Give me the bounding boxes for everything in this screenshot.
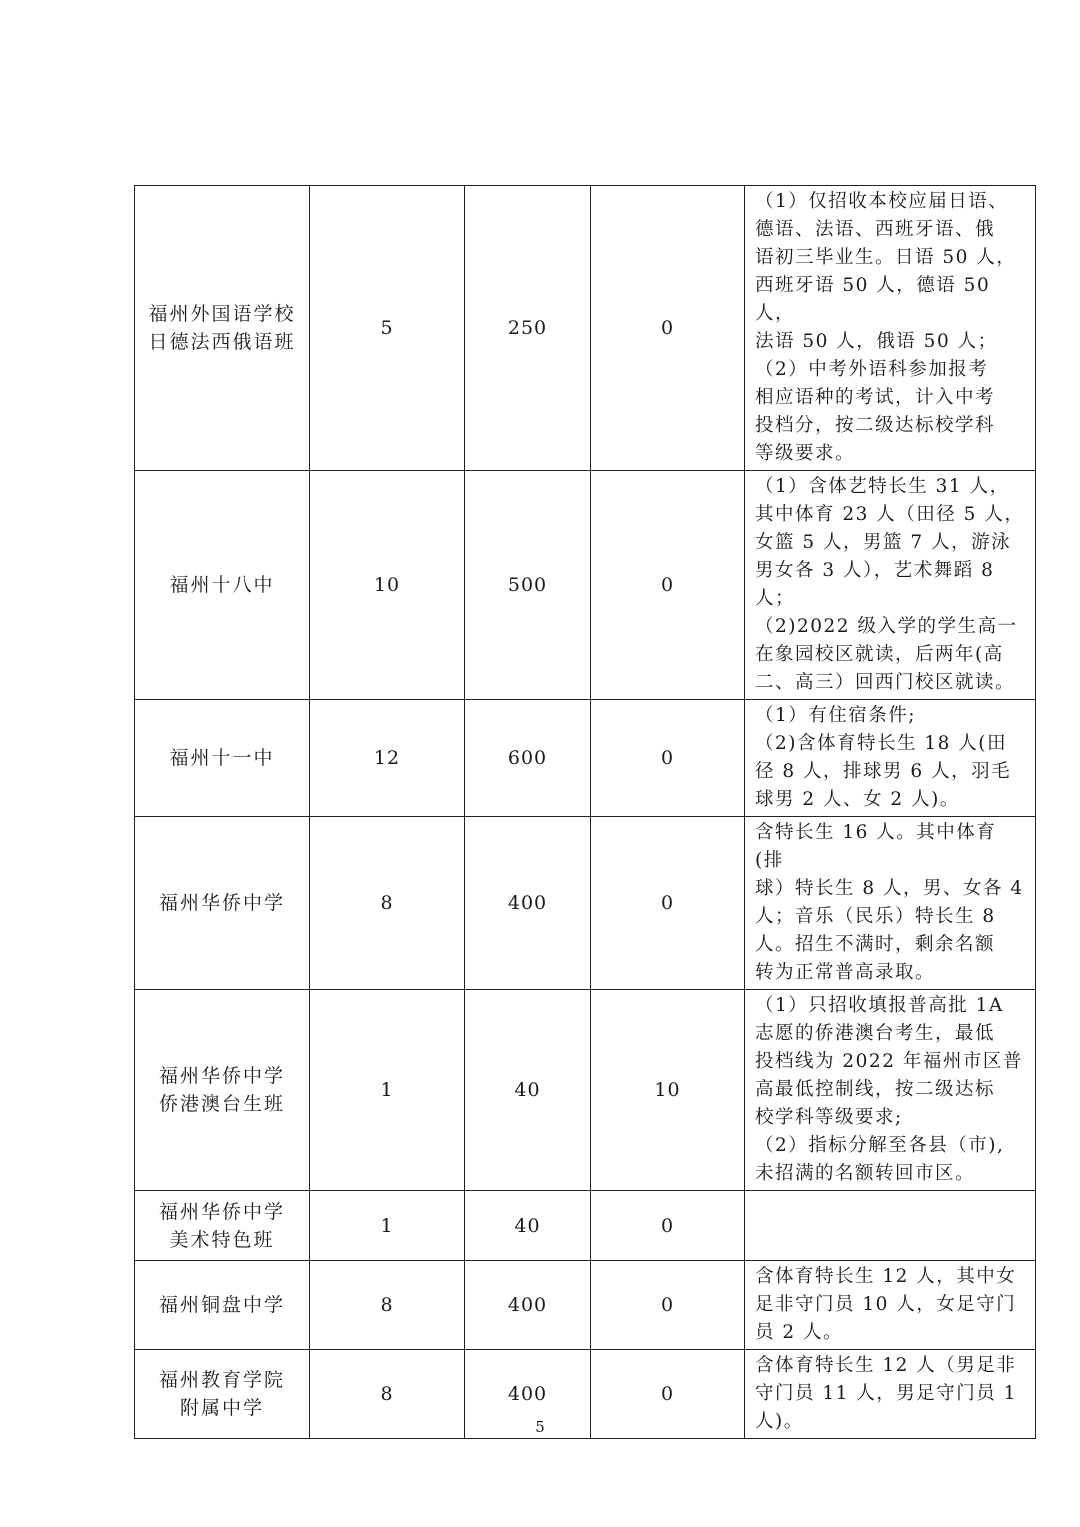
- note-line: 校学科等级要求;: [755, 1107, 903, 1128]
- class-count-cell: 1: [310, 1191, 465, 1261]
- notes-cell: [745, 1191, 1036, 1261]
- school-name-cell: [135, 817, 310, 990]
- plan-count-cell: 40: [465, 990, 591, 1191]
- other-count-cell: 10: [591, 990, 745, 1191]
- note-line: 足非守门员 10 人，女足守门: [755, 1294, 1017, 1315]
- school-name-line: 福州十一中: [169, 747, 275, 769]
- school-name-line: 福州华侨中学: [158, 1200, 285, 1223]
- other-count-cell: 0: [591, 471, 745, 700]
- note-line: 人)。: [755, 1411, 804, 1432]
- other-count-cell: 0: [591, 817, 745, 990]
- school-name-cell: [135, 700, 310, 817]
- school-name-line: 福州铜盘中学: [158, 1294, 285, 1316]
- school-name-cell: [135, 471, 310, 700]
- school-name-line: 福州教育学院: [158, 1369, 285, 1391]
- table-body: [135, 186, 1036, 1439]
- school-name-line: 日德法西俄语班: [148, 331, 296, 353]
- note-line: 法语 50 人，俄语 50 人；: [755, 331, 998, 352]
- other-count-cell: 0: [591, 700, 745, 817]
- class-count-cell: 8: [310, 1261, 465, 1350]
- note-line: （2)含体育特长生 18 人(田: [755, 733, 1008, 754]
- notes-cell: [745, 990, 1036, 1191]
- class-count-cell: 12: [310, 700, 465, 817]
- table-row: [135, 471, 1036, 700]
- note-line: （1）含体艺特长生 31 人，: [755, 476, 1010, 497]
- note-line: 员 2 人。: [755, 1322, 844, 1343]
- school-name-cell: [135, 1261, 310, 1350]
- note-line: 女篮 5 人，男篮 7 人，游泳: [755, 532, 1012, 553]
- class-count-cell: 8: [310, 1350, 465, 1439]
- school-name-line: 福州华侨中学: [158, 1065, 285, 1087]
- class-count-cell: 5: [310, 186, 465, 471]
- note-line: 守门员 11 人，男足守门员 1: [755, 1383, 1017, 1404]
- note-line: 含特长生 16 人。其中体育(排: [755, 822, 997, 871]
- other-count-cell: 0: [591, 1350, 745, 1439]
- school-name-line: 侨港澳台生班: [158, 1093, 285, 1115]
- note-line: （2）指标分解至各县（市),: [755, 1135, 1005, 1156]
- plan-count-cell: 600: [465, 700, 591, 817]
- school-name-line: 美术特色班: [169, 1228, 275, 1251]
- note-line: 转为正常普高录取。: [755, 962, 936, 983]
- note-line: 人；音乐（民乐）特长生 8: [755, 906, 996, 927]
- enrollment-quota-table: [134, 185, 1036, 1439]
- school-name-line: 福州外国语学校: [148, 303, 296, 325]
- note-line: 其中体育 23 人（田径 5 人，: [755, 504, 1025, 525]
- notes-cell: [745, 700, 1036, 817]
- notes-cell: [745, 817, 1036, 990]
- page-number: 5: [535, 1418, 545, 1436]
- note-line: 未招满的名额转回市区。: [755, 1163, 976, 1184]
- table-row: [135, 990, 1036, 1191]
- school-name-line: 福州华侨中学: [158, 892, 285, 914]
- note-line: 含体育特长生 12 人（男足非: [755, 1355, 1017, 1376]
- plan-count-cell: 400: [465, 1261, 591, 1350]
- note-line: （1）有住宿条件;: [755, 705, 917, 726]
- plan-count-cell: 40: [465, 1191, 591, 1261]
- note-line: 语初三毕业生。日语 50 人，: [755, 247, 1017, 268]
- table-row: [135, 186, 1036, 471]
- table-row: [135, 1191, 1036, 1261]
- notes-cell: [745, 471, 1036, 700]
- note-line: 男女各 3 人），艺术舞蹈 8: [755, 560, 995, 581]
- class-count-cell: 10: [310, 471, 465, 700]
- other-count-cell: 0: [591, 186, 745, 471]
- note-line: （2)2022 级入学的学生高一: [755, 616, 1018, 637]
- school-name-line: 附属中学: [179, 1397, 264, 1419]
- note-line: 径 8 人，排球男 6 人，羽毛: [755, 761, 1012, 782]
- note-line: （2）中考外语科参加报考: [755, 359, 989, 380]
- note-line: 投档分，按二级达标校学科: [755, 415, 996, 436]
- plan-count-cell: 400: [465, 1350, 591, 1439]
- class-count-cell: 1: [310, 990, 465, 1191]
- other-count-cell: 0: [591, 1191, 745, 1261]
- note-line: 德语、法语、西班牙语、俄: [755, 219, 996, 240]
- note-line: 相应语种的考试，计入中考: [755, 387, 996, 408]
- plan-count-cell: 250: [465, 186, 591, 471]
- class-count-cell: 8: [310, 817, 465, 990]
- note-line: 人。招生不满时，剩余名额: [755, 934, 996, 955]
- note-line: 志愿的侨港澳台考生，最低: [755, 1023, 996, 1044]
- note-line: 人；: [755, 588, 796, 609]
- notes-cell: [745, 1261, 1036, 1350]
- school-name-cell: [135, 186, 310, 471]
- note-line: 球男 2 人、女 2 人)。: [755, 789, 960, 810]
- note-line: 二、高三）回西门校区就读。: [755, 672, 1016, 693]
- note-line: 高最低控制线，按二级达标: [755, 1079, 996, 1100]
- note-line: 等级要求。: [755, 443, 856, 464]
- notes-cell: [745, 186, 1036, 471]
- plan-count-cell: 500: [465, 471, 591, 700]
- school-name-cell: [135, 1191, 310, 1261]
- note-line: （1）只招收填报普高批 1A: [755, 995, 1004, 1016]
- table-row: [135, 700, 1036, 817]
- note-line: 球）特长生 8 人，男、女各 4: [755, 878, 1024, 899]
- plan-count-cell: 400: [465, 817, 591, 990]
- note-line: 在象园校区就读，后两年(高: [755, 644, 1004, 665]
- other-count-cell: 0: [591, 1261, 745, 1350]
- note-line: 西班牙语 50 人，德语 50 人，: [755, 275, 991, 324]
- table-row: [135, 1261, 1036, 1350]
- note-line: 投档线为 2022 年福州市区普: [755, 1051, 1023, 1072]
- school-name-cell: [135, 990, 310, 1191]
- table-row: [135, 817, 1036, 990]
- note-line: （1）仅招收本校应届日语、: [755, 191, 1009, 212]
- note-line: 含体育特长生 12 人，其中女: [755, 1266, 1017, 1287]
- school-name-line: 福州十八中: [169, 574, 275, 596]
